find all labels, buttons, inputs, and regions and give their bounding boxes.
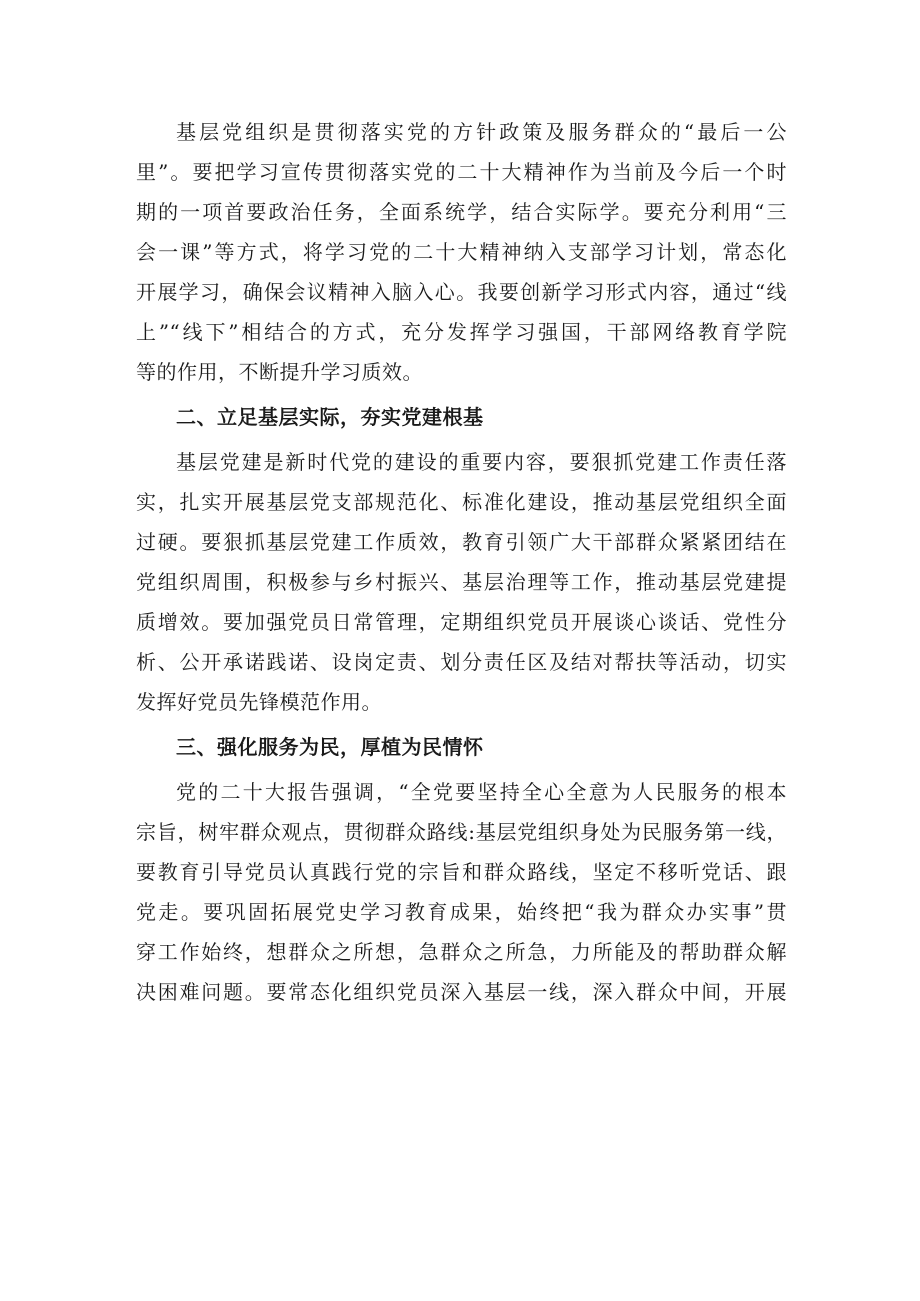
paragraph-2 [136, 442, 787, 722]
paragraph-line: 党组织周围，积极参与乡村振兴、基层治理等工作，推动基层党建提 [136, 570, 787, 594]
paragraph-line: 里”。要把学习宣传贯彻落实党的二十大精神作为当前及今后一个时 [136, 160, 787, 184]
paragraph-line: 期的一项首要政治任务，全面系统学，结合实际学。要充分利用“三 [136, 200, 787, 224]
paragraph-line: 党走。要巩固拓展党史学习教育成果，始终把“我为群众办实事”贯 [136, 900, 787, 924]
paragraph-line: 实，扎实开展基层党支部规范化、标准化建设，推动基层党组织全面 [136, 490, 787, 514]
paragraph-line: 发挥好党员先锋模范作用。 [136, 690, 382, 714]
paragraph-line: 要教育引导党员认真践行党的宗旨和群众路线，坚定不移听党话、跟 [136, 860, 787, 884]
paragraph-line: 决困难问题。要常态化组织党员深入基层一线，深入群众中间，开展 [136, 980, 787, 1004]
paragraph-line: 基层党组织是贯彻落实党的方针政策及服务群众的“最后一公 [176, 120, 787, 144]
paragraph-line: 等的作用，不断提升学习质效。 [136, 360, 423, 384]
paragraph-line: 基层党建是新时代党的建设的重要内容，要狠抓党建工作责任落 [176, 450, 787, 474]
paragraph-line: 开展学习，确保会议精神入脑入心。我要创新学习形式内容，通过“线 [136, 280, 787, 304]
paragraph-3 [136, 772, 787, 1012]
paragraph-line: 宗旨，树牢群众观点，贯彻群众路线:基层党组织身处为民服务第一线， [136, 820, 787, 844]
document-page [136, 112, 787, 1012]
paragraph-line: 析、公开承诺践诺、设岗定责、划分责任区及结对帮扶等活动，切实 [136, 650, 787, 674]
paragraph-line: 过硬。要狠抓基层党建工作质效，教育引领广大干部群众紧紧团结在 [136, 530, 787, 554]
paragraph-line: 党的二十大报告强调，“全党要坚持全心全意为人民服务的根本 [176, 780, 787, 804]
paragraph-line: 上”“线下”相结合的方式，充分发挥学习强国，干部网络教育学院 [136, 320, 787, 344]
paragraph-line: 质增效。要加强党员日常管理，定期组织党员开展谈心谈话、党性分 [136, 610, 787, 634]
paragraph-line: 会一课”等方式，将学习党的二十大精神纳入支部学习计划，常态化 [136, 240, 787, 264]
paragraph-1 [136, 112, 787, 392]
section-heading-3: 三、强化服务为民，厚植为民情怀 [176, 735, 484, 759]
paragraph-line: 穿工作始终，想群众之所想，急群众之所急，力所能及的帮助群众解 [136, 940, 787, 964]
section-heading-2: 二、立足基层实际，夯实党建根基 [176, 405, 484, 429]
